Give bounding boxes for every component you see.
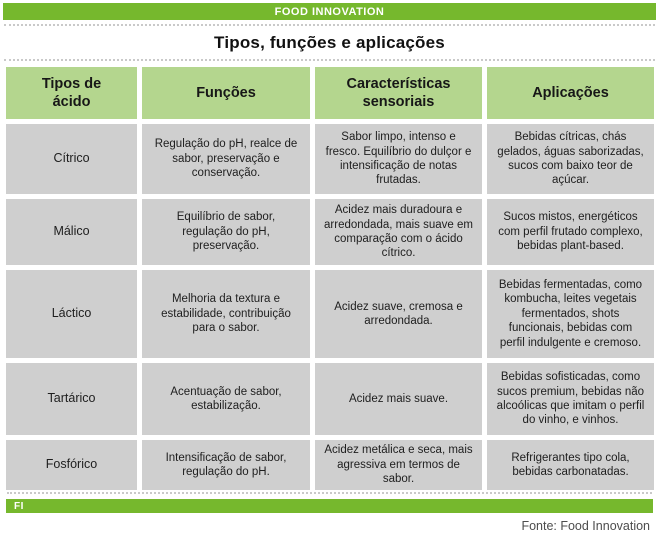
- table-cell: Intensificação de sabor, regulação do pH.: [142, 440, 310, 490]
- table-cell: Refrigerantes tipo cola, bebidas carbonatadas.: [487, 440, 654, 490]
- table-grid: [6, 67, 653, 490]
- table-cell: Bebidas cítricas, chás gelados, águas saborizadas, sucos com baixo teor de açúcar.: [487, 124, 654, 194]
- table-cell: Equilíbrio de sabor, regulação do pH, preservação.: [142, 199, 310, 265]
- table-cell: Acentuação de sabor, estabilização.: [142, 363, 310, 435]
- top-green-bar: [3, 3, 656, 20]
- table-cell: Acidez metálica e seca, mais agressiva em termos de sabor.: [315, 440, 482, 490]
- table-cell: Regulação do pH, realce de sabor, preservação e conservação.: [142, 124, 310, 194]
- table-cell: Sucos mistos, energéticos com perfil frutado complexo, bebidas plant-based.: [487, 199, 654, 265]
- title-area: [3, 26, 656, 59]
- page-title: Tipos, funções e aplicações: [214, 32, 445, 52]
- table-cell: Acidez suave, cremosa e arredondada.: [315, 270, 482, 358]
- table-cell: Acidez mais duradoura e arredondada, mais suave em comparação com o ácido cítrico.: [315, 199, 482, 265]
- brand-label: FOOD INNOVATION: [274, 5, 385, 18]
- column-header-tipos: Tipos de ácido: [6, 67, 137, 119]
- table-cell-acid: Málico: [6, 199, 137, 265]
- fi-logo-label: FI: [14, 500, 24, 512]
- divider-bottom: [7, 492, 652, 494]
- bottom-green-bar: [6, 499, 653, 513]
- acids-table: [3, 61, 656, 490]
- table-cell: Bebidas sofisticadas, como sucos premium, bebidas não alcoólicas que imitam o perfil do vinho, e vinhos.: [487, 363, 654, 435]
- table-cell-acid: Fosfórico: [6, 440, 137, 490]
- table-cell: Melhoria da textura e estabilidade, contribuição para o sabor.: [142, 270, 310, 358]
- source-area: [3, 513, 656, 535]
- column-header-aplicacoes: Aplicações: [487, 67, 654, 119]
- source-credit: Fonte: Food Innovation: [521, 519, 650, 533]
- table-cell: Bebidas fermentadas, como kombucha, leites vegetais fermentados, shots funcionais, bebidas com perfil indulgente e cremoso.: [487, 270, 654, 358]
- table-cell-acid: Cítrico: [6, 124, 137, 194]
- table-cell-acid: Láctico: [6, 270, 137, 358]
- column-header-funcoes: Funções: [142, 67, 310, 119]
- table-cell: Sabor limpo, intenso e fresco. Equilíbrio do dulçor e intensificação de notas frutadas.: [315, 124, 482, 194]
- table-cell: Acidez mais suave.: [315, 363, 482, 435]
- table-cell-acid: Tartárico: [6, 363, 137, 435]
- column-header-caracteristicas: Características sensoriais: [315, 67, 482, 119]
